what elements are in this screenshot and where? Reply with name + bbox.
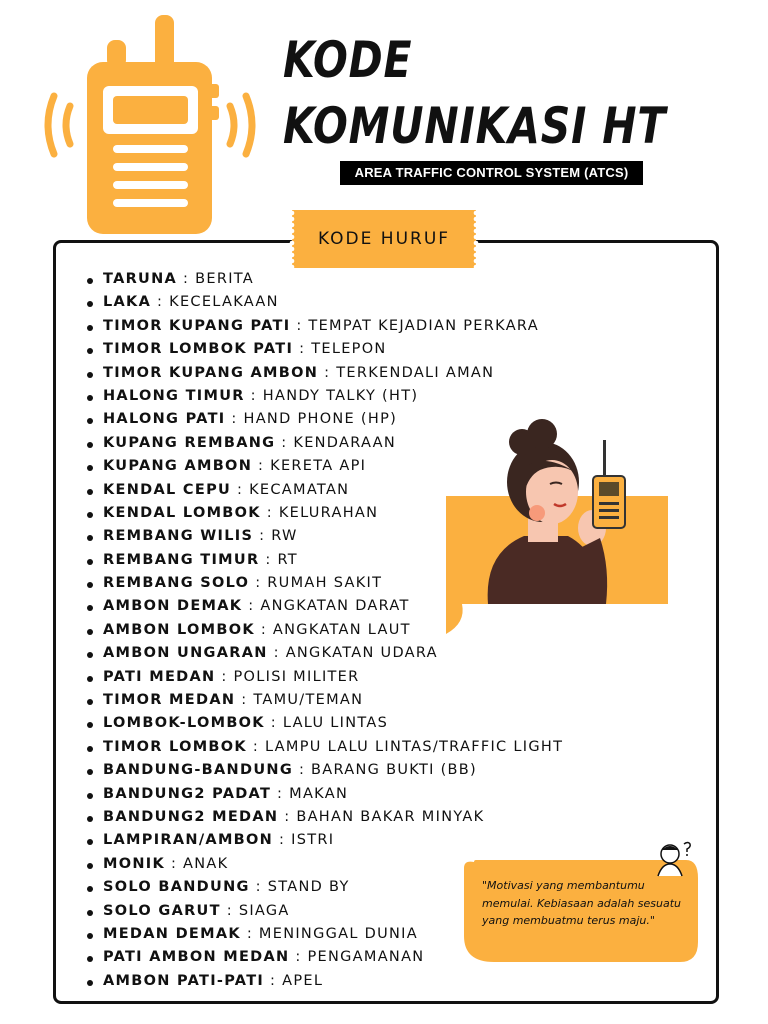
code-term: TIMOR LOMBOK PATI xyxy=(103,341,294,358)
code-meaning: ANGKATAN LAUT xyxy=(272,621,411,638)
code-separator: : xyxy=(215,668,234,685)
code-list-item xyxy=(84,502,563,525)
code-list-item xyxy=(84,455,563,478)
code-term: TIMOR MEDAN xyxy=(103,692,236,709)
code-term: MONIK xyxy=(103,855,166,872)
code-meaning: BERITA xyxy=(195,271,255,287)
code-separator: : xyxy=(220,902,239,919)
code-list-item xyxy=(84,315,563,338)
code-separator: : xyxy=(235,692,254,709)
code-meaning: KECAMATAN xyxy=(249,481,350,498)
code-separator: : xyxy=(240,925,259,942)
code-separator: : xyxy=(254,621,273,638)
code-list-item xyxy=(84,479,563,502)
code-term: REMBANG SOLO xyxy=(103,575,250,592)
code-term: HALONG TIMUR xyxy=(103,387,245,404)
code-meaning: KENDARAAN xyxy=(293,434,397,451)
code-term: TARUNA xyxy=(103,271,178,287)
code-term: KUPANG AMBON xyxy=(103,458,253,475)
code-list-item xyxy=(84,666,563,689)
code-list-item xyxy=(84,712,563,735)
code-list-item xyxy=(84,432,563,455)
code-meaning: HAND PHONE (HP) xyxy=(243,411,398,428)
code-meaning: ISTRI xyxy=(291,832,335,849)
page-title-line-2: KOMUNIKASI HT xyxy=(283,97,667,155)
code-list-item xyxy=(84,268,563,291)
code-list-item xyxy=(84,385,563,408)
code-list-item xyxy=(84,946,563,969)
code-list-item xyxy=(84,338,563,361)
code-list-item xyxy=(84,689,563,712)
code-term: TIMOR LOMBOK xyxy=(103,738,247,755)
code-term: LOMBOK-LOMBOK xyxy=(103,715,265,732)
code-term: SOLO BANDUNG xyxy=(103,879,250,896)
code-separator: : xyxy=(151,294,170,311)
code-separator: : xyxy=(290,317,309,334)
code-list-item xyxy=(84,525,563,548)
code-meaning: ANGKATAN DARAT xyxy=(260,598,410,615)
code-term: REMBANG WILIS xyxy=(103,528,254,545)
code-separator: : xyxy=(259,551,278,568)
code-term: BANDUNG-BANDUNG xyxy=(103,762,294,779)
code-list-item xyxy=(84,408,563,431)
code-meaning: RUMAH SAKIT xyxy=(267,575,383,592)
code-term: AMBON DEMAK xyxy=(103,598,243,615)
code-separator: : xyxy=(242,598,261,615)
code-meaning: ANAK xyxy=(183,855,229,872)
code-term: BANDUNG2 MEDAN xyxy=(103,808,279,825)
code-list-item xyxy=(84,853,563,876)
code-separator: : xyxy=(253,528,272,545)
code-term: LAKA xyxy=(103,294,152,311)
code-separator: : xyxy=(246,738,265,755)
code-separator: : xyxy=(289,949,308,966)
code-list-item xyxy=(84,549,563,572)
code-list-item xyxy=(84,806,563,829)
code-meaning: MENINGGAL DUNIA xyxy=(258,925,418,942)
code-term: TIMOR KUPANG PATI xyxy=(103,317,291,334)
code-term: AMBON UNGARAN xyxy=(103,645,268,662)
code-meaning: HANDY TALKY (HT) xyxy=(262,387,419,404)
code-meaning: TEMPAT KEJADIAN PERKARA xyxy=(308,317,539,334)
code-meaning: TAMU/TEMAN xyxy=(253,692,364,709)
code-separator: : xyxy=(275,434,294,451)
code-meaning: RT xyxy=(277,551,298,568)
code-term: PATI AMBON MEDAN xyxy=(103,949,290,966)
code-term: SOLO GARUT xyxy=(103,902,221,919)
code-term: KENDAL CEPU xyxy=(103,481,232,498)
code-meaning: STAND BY xyxy=(267,879,350,896)
code-meaning: POLISI MILITER xyxy=(233,668,360,685)
code-separator: : xyxy=(264,715,283,732)
code-meaning: PENGAMANAN xyxy=(307,949,425,966)
code-separator: : xyxy=(252,458,271,475)
code-separator: : xyxy=(249,575,268,592)
quote-text: "Motivasi yang membantumu memulai. Kebiasaan adalah sesuatu yang membuatmu terus maju." xyxy=(482,879,682,927)
code-list-item xyxy=(84,619,563,642)
code-separator: : xyxy=(264,972,283,989)
code-list-item xyxy=(84,291,563,314)
code-separator: : xyxy=(231,481,250,498)
code-list-item xyxy=(84,642,563,665)
walkie-talkie-icon xyxy=(40,10,265,240)
code-meaning: BARANG BUKTI (BB) xyxy=(311,762,478,779)
code-separator: : xyxy=(225,411,244,428)
code-meaning: BAHAN BAKAR MINYAK xyxy=(296,808,485,825)
code-term: AMBON PATI-PATI xyxy=(103,972,265,989)
code-list-item xyxy=(84,783,563,806)
code-term: HALONG PATI xyxy=(103,411,226,428)
code-term: PATI MEDAN xyxy=(103,668,216,685)
code-meaning: SIAGA xyxy=(238,902,290,919)
code-list-item xyxy=(84,362,563,385)
code-list-item xyxy=(84,736,563,759)
code-separator: : xyxy=(267,645,286,662)
code-list-item xyxy=(84,572,563,595)
code-meaning: RW xyxy=(271,528,298,545)
code-list-item xyxy=(84,829,563,852)
code-meaning: APEL xyxy=(282,972,324,989)
code-meaning: KELURAHAN xyxy=(278,504,379,521)
section-label: KODE HURUF xyxy=(292,210,476,268)
code-list-item xyxy=(84,595,563,618)
page-title-line-1: KODE xyxy=(283,31,413,89)
code-list-item xyxy=(84,759,563,782)
code-term: BANDUNG2 PADAT xyxy=(103,785,272,802)
code-separator: : xyxy=(249,879,268,896)
code-separator: : xyxy=(273,832,292,849)
code-separator: : xyxy=(260,504,279,521)
code-meaning: KERETA API xyxy=(270,458,367,475)
subtitle-banner: AREA TRAFFIC CONTROL SYSTEM (ATCS) xyxy=(340,161,643,185)
code-meaning: ANGKATAN UDARA xyxy=(285,645,438,662)
code-term: KENDAL LOMBOK xyxy=(103,504,261,521)
code-separator: : xyxy=(244,387,263,404)
code-meaning: MAKAN xyxy=(289,785,349,802)
code-term: AMBON LOMBOK xyxy=(103,621,255,638)
code-separator: : xyxy=(271,785,290,802)
code-term: REMBANG TIMUR xyxy=(103,551,260,568)
code-term: MEDAN DEMAK xyxy=(103,925,241,942)
thinking-person-icon xyxy=(652,838,694,878)
code-list-item xyxy=(84,970,563,993)
code-term: KUPANG REMBANG xyxy=(103,434,276,451)
code-separator: : xyxy=(278,808,297,825)
code-separator: : xyxy=(293,762,312,779)
code-meaning: LAMPU LALU LINTAS/TRAFFIC LIGHT xyxy=(264,738,564,755)
code-meaning: KECELAKAAN xyxy=(169,294,279,311)
code-term: LAMPIRAN/AMBON xyxy=(103,832,274,849)
code-separator: : xyxy=(293,341,312,358)
code-meaning: TERKENDALI AMAN xyxy=(336,364,495,381)
code-meaning: LALU LINTAS xyxy=(282,715,389,732)
code-meaning: TELEPON xyxy=(311,341,387,358)
code-term: TIMOR KUPANG AMBON xyxy=(103,364,319,381)
code-separator: : xyxy=(177,271,196,287)
code-separator: : xyxy=(165,855,184,872)
code-separator: : xyxy=(318,364,337,381)
